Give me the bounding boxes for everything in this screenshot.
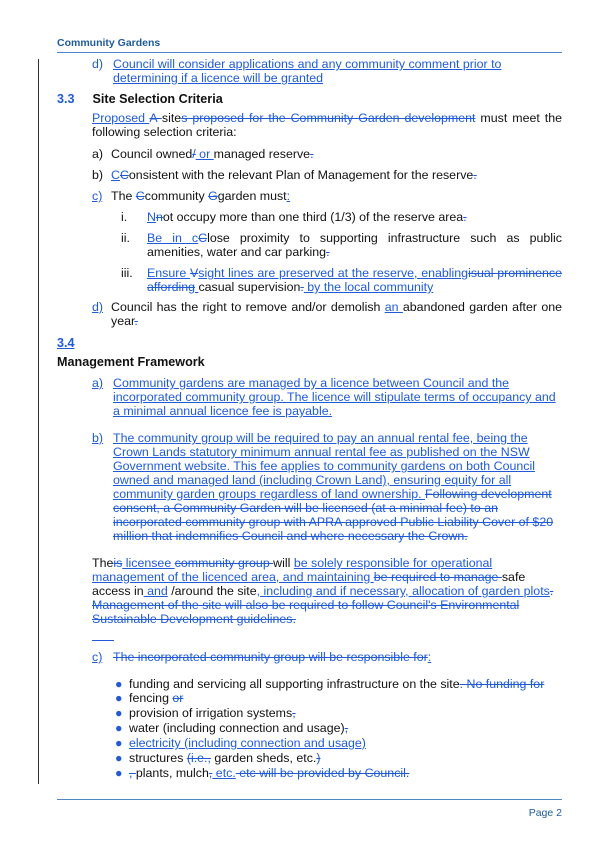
bullet-icon: ●	[115, 751, 123, 765]
section-3-4-title: Management Framework	[57, 355, 205, 369]
revision-bar	[38, 59, 39, 784]
criteria-d: d) Council has the right to remove and/or demolish an abandoned garden after one year.	[92, 300, 562, 328]
criteria-c-i: i. Nnot occupy more than one third (1/3) of the reserve area.	[121, 210, 467, 224]
list-item: ● electricity (including connection and usage)	[115, 736, 366, 750]
criteria-b: b) CConsistent with the relevant Plan of Management for the reserve.	[92, 168, 477, 182]
section-number: 3.3	[57, 92, 75, 106]
management-c: c) The incorporated community group will be responsible for:	[92, 650, 432, 664]
inserted-blank-line	[92, 640, 114, 641]
item-d-top	[92, 57, 562, 85]
management-b: b) The community group will be required to pay an annual rental fee, being the Crown Lands statutory minimum annual rental fee as published on the NSW Government website. This fee applies to community gardens on both Council owned and managed land (including Crown Land), ensuring equity for all community garden groups regardless of land ownership. Following development consent, a Community Garden will be licensed (at a minimal fee) to an incorporated community group with APRA approved Public Liability Cover of $20 million that indemnifies Council and where necessary the Crown.	[92, 431, 554, 543]
item-text: Council will consider applications and any community comment prior to determining if a licence will be granted	[113, 57, 502, 85]
section-3-3-intro: Proposed A sites proposed for the Community Garden development must meet the following selection criteria:	[92, 111, 562, 139]
management-paragraph: Theis licensee community group will be solely responsible for operational management of the licenced area, and maintaining be required to manage safe access in and /around the site, including and if necessary, allocation of garden plots. Management of the site will also be required to follow Council's Environmental Sustainable Development guidelines.	[92, 556, 554, 626]
list-item: ● fencing or	[115, 691, 184, 705]
bullet-icon: ●	[115, 766, 123, 780]
list-item: ● funding and servicing all supporting infrastructure on the site. No funding for	[115, 677, 545, 691]
list-item: ● water (including connection and usage),	[115, 721, 349, 735]
section-title: Site Selection Criteria	[92, 92, 223, 106]
item-label: d)	[92, 57, 104, 71]
list-item: ● provision of irrigation systems,	[115, 706, 296, 720]
criteria-c: c) The Ccommunity Ggarden must:	[92, 189, 291, 203]
criteria-a: a) Council owned/ or managed reserve.	[92, 147, 314, 161]
bullet-icon: ●	[115, 691, 123, 705]
criteria-c-iii: iii. Ensure Vsight lines are preserved at the reserve, enablingisual prominence affording casual supervision. by the local community	[121, 266, 563, 294]
section-3-3-heading	[57, 92, 223, 106]
bullet-icon: ●	[115, 721, 123, 735]
footer-rule	[57, 799, 562, 800]
list-item: ● , plants, mulch, etc. etc will be provided by Council.	[115, 766, 410, 780]
section-3-4-number: 3.4	[57, 336, 75, 350]
management-a: a) Community gardens are managed by a licence between Council and the incorporated community group. The licence will stipulate terms of occupancy and a minimal annual licence fee is payable.	[92, 376, 556, 418]
bullet-icon: ●	[115, 706, 123, 720]
criteria-c-ii: ii. Be in cClose proximity to supporting infrastructure such as public amenities, water and car parking.	[121, 231, 562, 259]
bullet-icon: ●	[115, 736, 123, 750]
list-item: ● structures (i.e., garden sheds, etc.)	[115, 751, 321, 765]
page-number: Page 2	[528, 807, 562, 819]
bullet-icon: ●	[115, 677, 123, 691]
header-rule	[57, 52, 562, 53]
header-title: Community Gardens	[57, 37, 161, 49]
